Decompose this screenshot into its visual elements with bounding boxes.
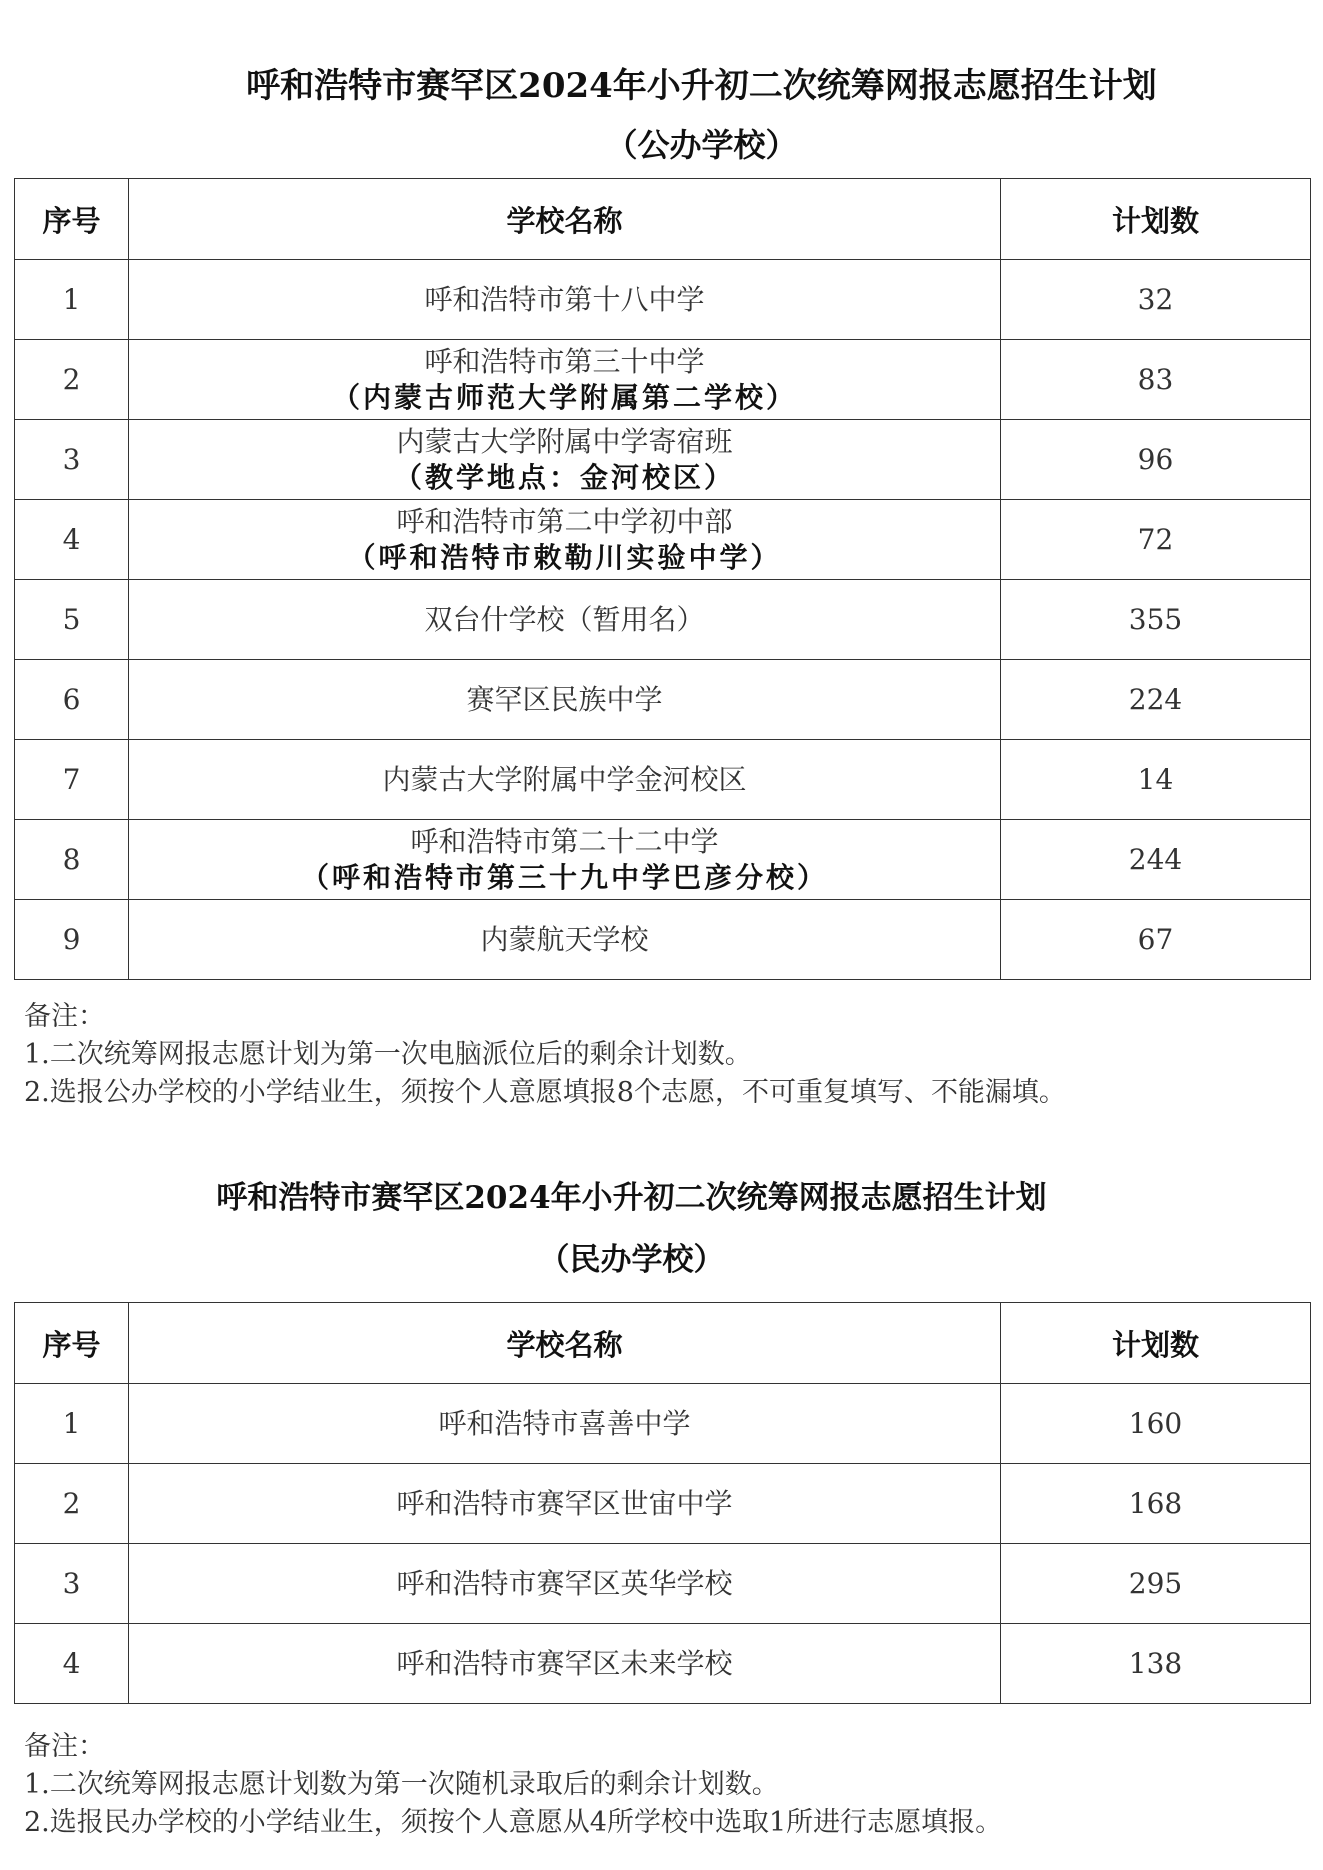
plan-count: 160 (1001, 1384, 1311, 1464)
plan-count: 14 (1001, 740, 1311, 820)
row-index: 7 (15, 740, 129, 820)
note-item: 1.二次统筹网报志愿计划数为第一次随机录取后的剩余计划数。 (24, 1769, 779, 1800)
plan-count: 138 (1001, 1624, 1311, 1704)
school-name-note: （呼和浩特市第三十九中学巴彦分校） (300, 860, 828, 894)
row-index: 4 (15, 1624, 129, 1704)
table-row (15, 820, 1311, 900)
school-name-main: 呼和浩特市第三十中学 (424, 344, 705, 378)
school-name-main: 呼和浩特市第二中学初中部 (396, 504, 733, 538)
table-row (15, 340, 1311, 420)
school-name: 双台什学校（暂用名） (129, 580, 1001, 660)
plan-count: 67 (1001, 900, 1311, 980)
header-index: 序号 (15, 179, 129, 260)
plan-count: 224 (1001, 660, 1311, 740)
public-plan-subtitle: （公办学校） (605, 126, 798, 164)
table-row (15, 740, 1311, 820)
header-school-name: 学校名称 (129, 179, 1001, 260)
public-plan-title: 呼和浩特市赛罕区2024年小升初二次统筹网报志愿招生计划 (246, 66, 1157, 106)
note-item: 2.选报公办学校的小学结业生，须按个人意愿填报8个志愿，不可重复填写、不能漏填。 (24, 1077, 1066, 1108)
school-name (129, 340, 1001, 420)
school-name (129, 820, 1001, 900)
header-plan-count: 计划数 (1001, 1303, 1311, 1384)
school-name: 呼和浩特市赛罕区英华学校 (129, 1544, 1001, 1624)
private-notes (24, 1728, 1314, 1842)
school-name: 呼和浩特市喜善中学 (129, 1384, 1001, 1464)
school-name: 赛罕区民族中学 (129, 660, 1001, 740)
plan-count: 244 (1001, 820, 1311, 900)
school-name: 内蒙古大学附属中学金河校区 (129, 740, 1001, 820)
table-header-row (15, 179, 1311, 260)
private-schools-table (14, 1302, 1311, 1704)
plan-count: 83 (1001, 340, 1311, 420)
school-name-note: （内蒙古师范大学附属第二学校） (331, 380, 797, 414)
plan-count: 72 (1001, 500, 1311, 580)
table-row (15, 900, 1311, 980)
plan-count: 168 (1001, 1464, 1311, 1544)
public-schools-table (14, 178, 1311, 980)
row-index: 3 (15, 1544, 129, 1624)
plan-count: 355 (1001, 580, 1311, 660)
row-index: 1 (15, 1384, 129, 1464)
row-index: 3 (15, 420, 129, 500)
table-row (15, 500, 1311, 580)
table-row (15, 420, 1311, 500)
note-item: 1.二次统筹网报志愿计划为第一次电脑派位后的剩余计划数。 (24, 1039, 752, 1070)
plan-count: 32 (1001, 260, 1311, 340)
header-plan-count: 计划数 (1001, 179, 1311, 260)
table-row (15, 1464, 1311, 1544)
school-name: 呼和浩特市赛罕区世宙中学 (129, 1464, 1001, 1544)
header-index: 序号 (15, 1303, 129, 1384)
private-plan-title: 呼和浩特市赛罕区2024年小升初二次统筹网报志愿招生计划 (216, 1180, 1047, 1216)
school-name-main: 内蒙古大学附属中学寄宿班 (396, 424, 733, 458)
table-row (15, 1384, 1311, 1464)
school-name (129, 500, 1001, 580)
row-index: 1 (15, 260, 129, 340)
notes-label: 备注： (24, 1001, 105, 1032)
row-index: 2 (15, 340, 129, 420)
table-header-row (15, 1303, 1311, 1384)
notes-label: 备注： (24, 1731, 105, 1762)
row-index: 6 (15, 660, 129, 740)
school-name (129, 260, 1001, 340)
school-name: 内蒙航天学校 (129, 900, 1001, 980)
table-row (15, 260, 1311, 340)
school-name-note: （呼和浩特市敕勒川实验中学） (347, 540, 782, 574)
plan-count: 96 (1001, 420, 1311, 500)
school-name: 呼和浩特市赛罕区未来学校 (129, 1624, 1001, 1704)
row-index: 2 (15, 1464, 129, 1544)
row-index: 8 (15, 820, 129, 900)
school-name-note: （教学地点：金河校区） (393, 460, 735, 494)
row-index: 4 (15, 500, 129, 580)
school-name-main: 呼和浩特市第二十二中学 (410, 824, 719, 858)
row-index: 5 (15, 580, 129, 660)
public-notes (24, 998, 1314, 1112)
table-row (15, 1624, 1311, 1704)
table-row (15, 1544, 1311, 1624)
private-plan-subtitle: （民办学校） (538, 1242, 725, 1278)
table-row (15, 660, 1311, 740)
row-index: 9 (15, 900, 129, 980)
note-item: 2.选报民办学校的小学结业生，须按个人意愿从4所学校中选取1所进行志愿填报。 (24, 1807, 1003, 1838)
school-name (129, 420, 1001, 500)
school-name-main: 呼和浩特市第十八中学 (424, 282, 705, 316)
table-row (15, 580, 1311, 660)
plan-count: 295 (1001, 1544, 1311, 1624)
header-school-name: 学校名称 (129, 1303, 1001, 1384)
